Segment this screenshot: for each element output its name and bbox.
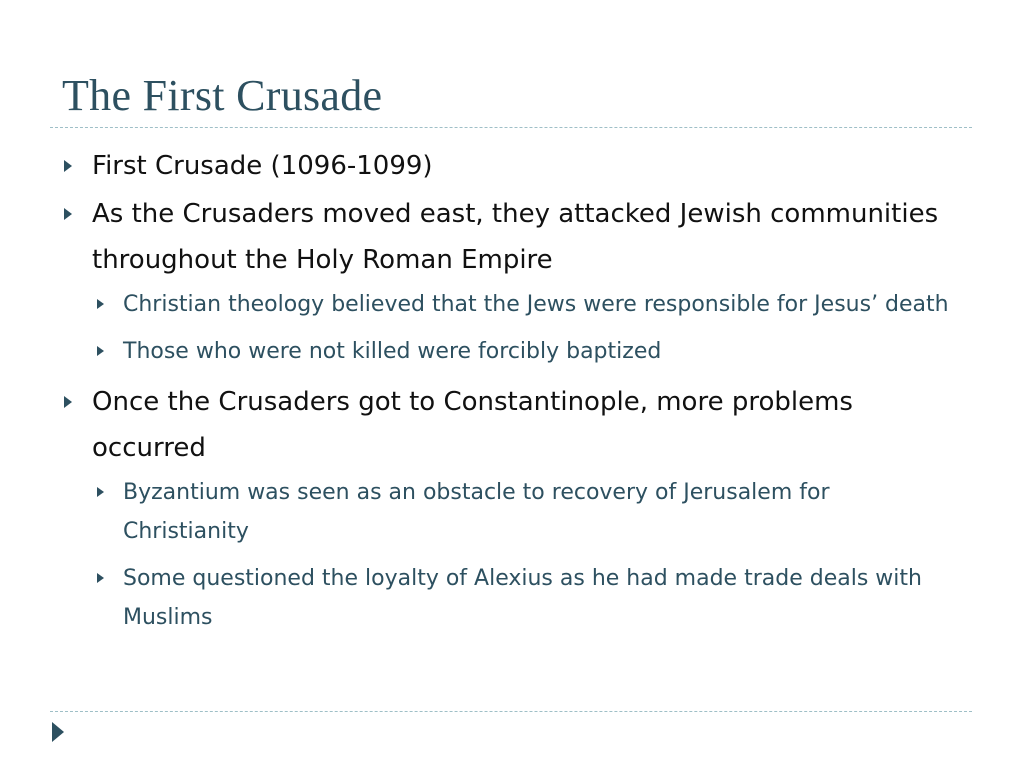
sub-bullet-text: Those who were not killed were forcibly baptized bbox=[123, 339, 662, 364]
title-divider bbox=[50, 127, 972, 128]
sub-bullet-list bbox=[60, 285, 960, 371]
triangle-right-icon bbox=[64, 208, 72, 220]
sub-bullet-text: Christian theology believed that the Jews were responsible for Jesus’ death bbox=[123, 292, 949, 317]
sub-bullet-text: Byzantium was seen as an obstacle to recovery of Jerusalem for Christianity bbox=[123, 480, 830, 544]
play-arrow-icon[interactable] bbox=[52, 722, 64, 742]
sub-bullet-item bbox=[91, 559, 960, 637]
triangle-right-icon bbox=[97, 573, 104, 583]
sub-bullet-item bbox=[91, 285, 960, 324]
bullet-item bbox=[60, 379, 960, 471]
sub-bullet-group bbox=[60, 285, 960, 371]
triangle-right-icon bbox=[97, 487, 104, 497]
sub-bullet-list bbox=[60, 473, 960, 637]
slide-title: The First Crusade bbox=[62, 71, 383, 120]
sub-bullet-text: Some questioned the loyalty of Alexius as he had made trade deals with Muslims bbox=[123, 566, 922, 630]
bullet-item bbox=[60, 143, 960, 189]
bullet-item bbox=[60, 191, 960, 283]
triangle-right-icon bbox=[97, 346, 104, 356]
bullet-text: As the Crusaders moved east, they attacked Jewish communities throughout the Holy Roman Empire bbox=[92, 199, 939, 275]
sub-bullet-item bbox=[91, 473, 960, 551]
sub-bullet-item bbox=[91, 332, 960, 371]
triangle-right-icon bbox=[97, 299, 104, 309]
triangle-right-icon bbox=[64, 160, 72, 172]
sub-bullet-group bbox=[60, 473, 960, 637]
bullet-text: Once the Crusaders got to Constantinople, more problems occurred bbox=[92, 387, 853, 463]
footer-divider bbox=[50, 711, 972, 712]
bullet-text: First Crusade (1096-1099) bbox=[92, 151, 433, 181]
bullet-list bbox=[60, 143, 960, 645]
triangle-right-icon bbox=[64, 396, 72, 408]
